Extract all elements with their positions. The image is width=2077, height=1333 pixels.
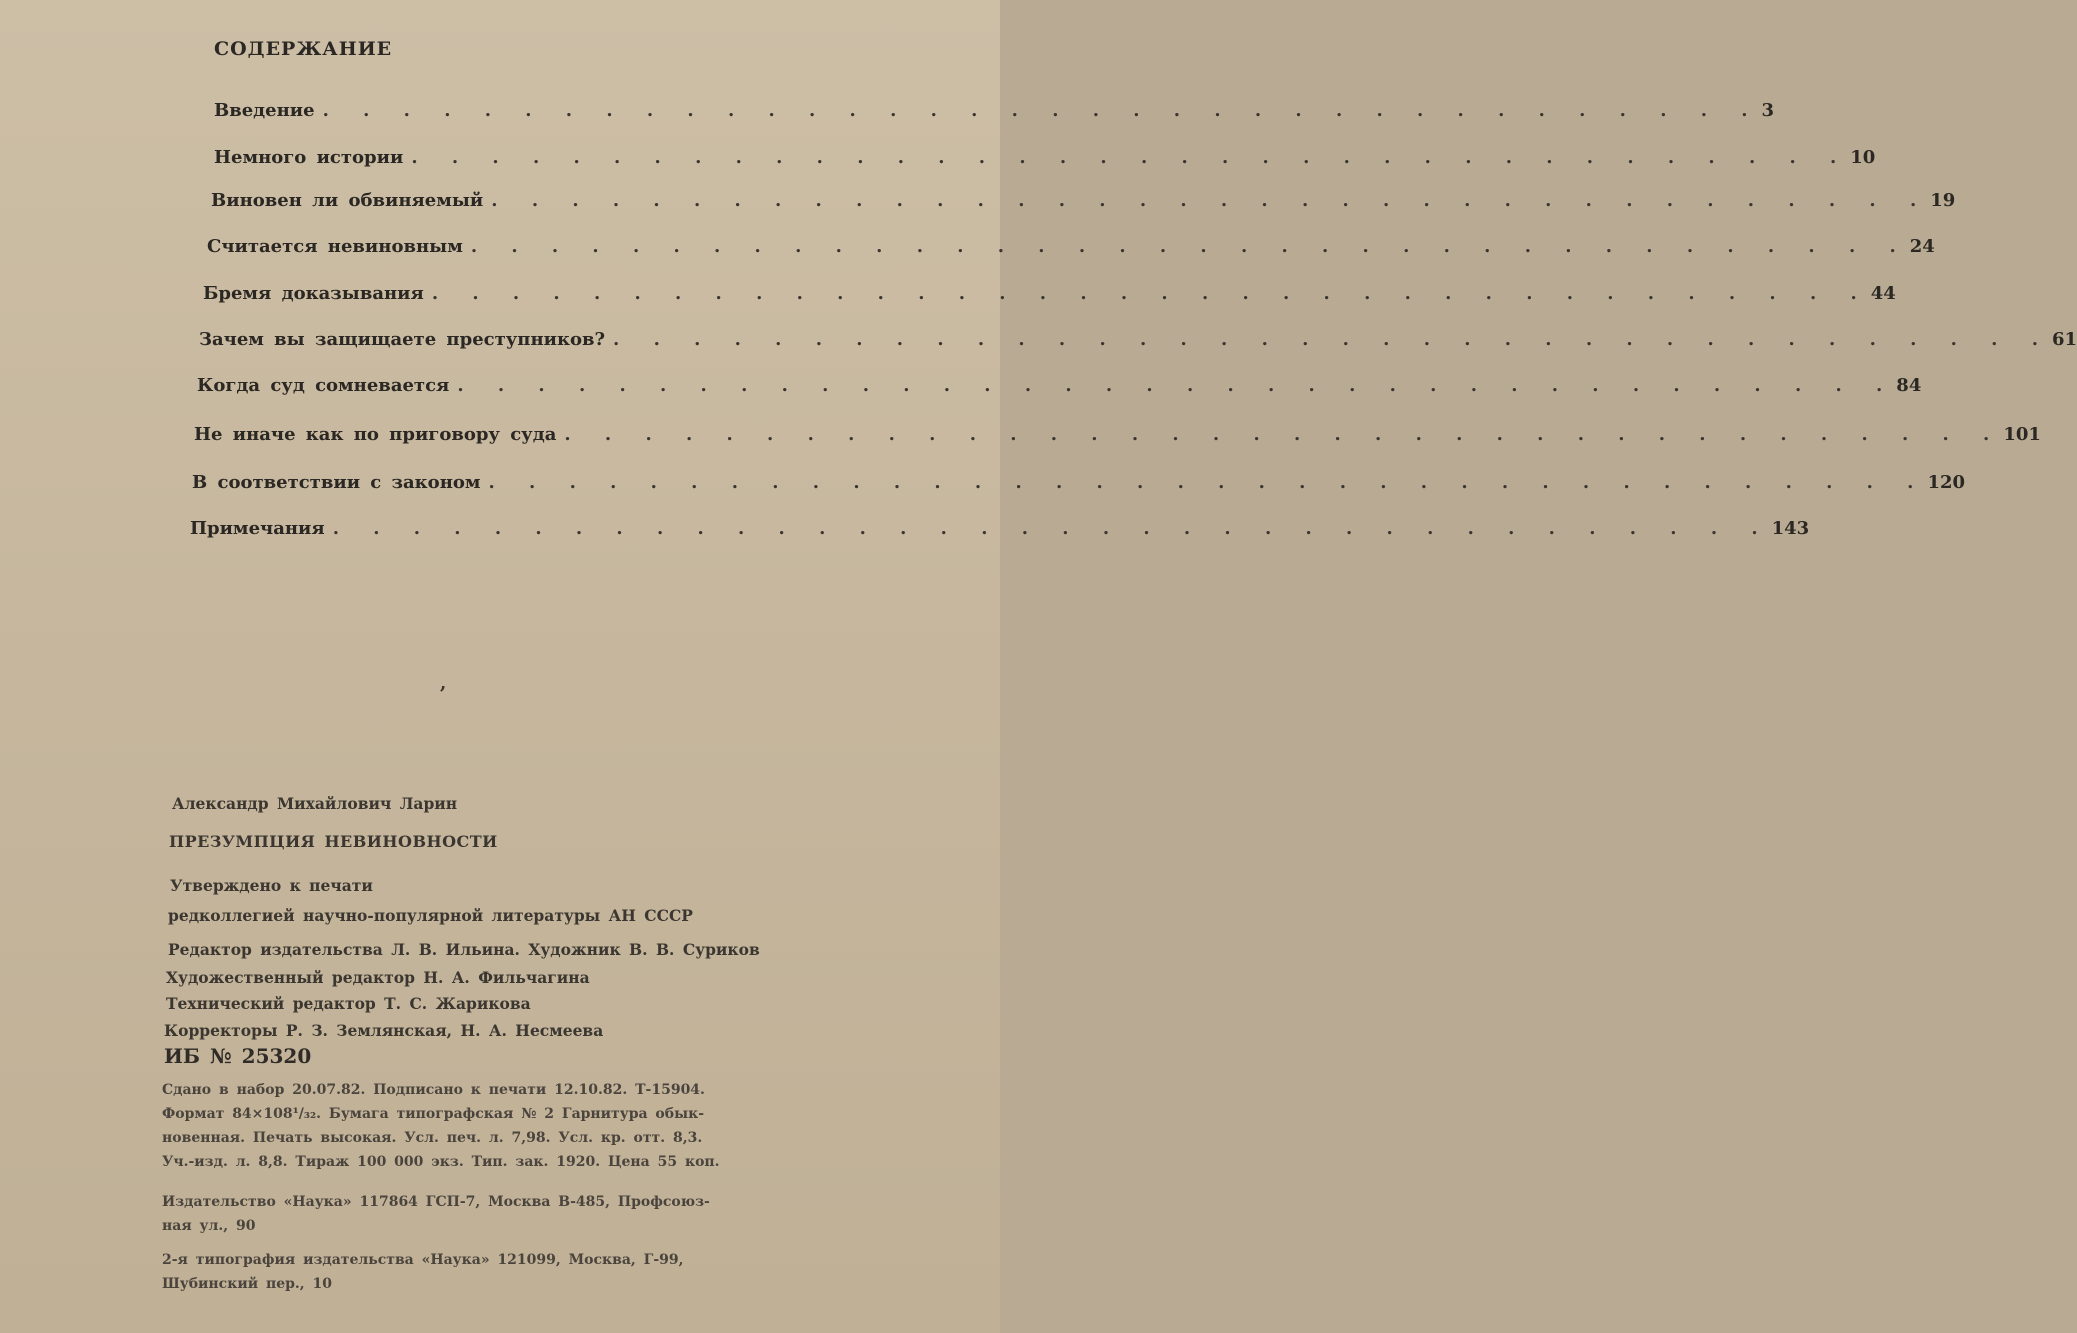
imprint-block — [0, 0, 1000, 1333]
editors-line: Художественный редактор Н. А. Фильчагина — [166, 968, 590, 987]
toc-entry-title: В соответствии с законом — [192, 472, 481, 493]
toc-entry-title: Примечания — [190, 518, 325, 539]
toc-entry-page: 143 — [1771, 518, 1810, 539]
toc-entry-page: 10 — [1850, 147, 1876, 168]
toc-leader-dots: . . . . . . . . . . . . . . . . . . . . . . . . . . . . . . . . . . . . — [322, 100, 1762, 121]
stray-mark: , — [440, 673, 447, 694]
toc-entry-title: Виновен ли обвиняемый — [211, 190, 484, 211]
publisher-line: ная ул., 90 — [162, 1218, 256, 1234]
toc-entry-page: 61 — [2051, 329, 2077, 350]
ib-number: ИБ № 25320 — [164, 1044, 312, 1068]
toc-leader-dots: . . . . . . . . . . . . . . . . . . . . . . . . . . . . . . . . . . . . — [332, 518, 1772, 539]
toc-entry-title: Немного истории — [214, 147, 404, 168]
toc-heading: СОДЕРЖАНИЕ — [214, 38, 393, 60]
toc-leader-dots: . . . . . . . . . . . . . . . . . . . . . . . . . . . . . . . . . . . . — [457, 375, 1897, 396]
approved-line: Утверждено к печати — [170, 876, 373, 895]
editors-line: Редактор издательства Л. В. Ильина. Художник В. В. Суриков — [168, 940, 760, 959]
toc-entry-page: 3 — [1761, 100, 1775, 121]
toc-entry-page: 84 — [1896, 375, 1922, 396]
toc-entry-page: 44 — [1870, 283, 1896, 304]
toc-leader-dots: . . . . . . . . . . . . . . . . . . . . . . . . . . . . . . . . . . . . — [491, 190, 1931, 211]
print-details-line: новенная. Печать высокая. Усл. печ. л. 7,98. Усл. кр. отт. 8,3. — [162, 1130, 703, 1146]
printer-line: Шубинский пер., 10 — [162, 1276, 333, 1292]
toc-entry-page: 24 — [1909, 236, 1935, 257]
toc-leader-dots: . . . . . . . . . . . . . . . . . . . . . . . . . . . . . . . . . . . . — [411, 147, 1851, 168]
toc-leader-dots: . . . . . . . . . . . . . . . . . . . . . . . . . . . . . . . . . . . . — [488, 472, 1928, 493]
toc-entry-page: 19 — [1930, 190, 1956, 211]
toc-entry-title: Введение — [214, 100, 315, 121]
printer-line: 2-я типография издательства «Наука» 121099, Москва, Г-99, — [162, 1252, 684, 1268]
toc-entry-title: Когда суд сомневается — [197, 375, 450, 396]
print-details-line: Уч.-изд. л. 8,8. Тираж 100 000 экз. Тип. зак. 1920. Цена 55 коп. — [162, 1154, 720, 1170]
toc-entry-title: Считается невиновным — [207, 236, 463, 257]
editors-line: Корректоры Р. З. Землянская, Н. А. Несмеева — [164, 1021, 604, 1040]
toc-entry-title: Зачем вы защищаете преступников? — [199, 329, 606, 350]
book-title: ПРЕЗУМПЦИЯ НЕВИНОВНОСТИ — [169, 832, 498, 851]
toc-entry-page: 120 — [1927, 472, 1966, 493]
toc-leader-dots: . . . . . . . . . . . . . . . . . . . . . . . . . . . . . . . . . . . . — [470, 236, 1910, 257]
toc-leader-dots: . . . . . . . . . . . . . . . . . . . . . . . . . . . . . . . . . . . . — [564, 424, 2004, 445]
print-details-line: Формат 84×108¹/₃₂. Бумага типографская № 2 Гарнитура обык- — [162, 1106, 705, 1122]
approved-line: редколлегией научно-популярной литературы АН СССР — [168, 906, 693, 925]
editors-line: Технический редактор Т. С. Жарикова — [166, 994, 531, 1013]
publisher-line: Издательство «Наука» 117864 ГСП-7, Москва В-485, Профсоюз- — [162, 1194, 710, 1210]
toc-leader-dots: . . . . . . . . . . . . . . . . . . . . . . . . . . . . . . . . . . . . — [431, 283, 1871, 304]
author-name: Александр Михайлович Ларин — [172, 794, 458, 813]
toc-entry-title: Бремя доказывания — [203, 283, 424, 304]
toc-entry-page: 101 — [2003, 424, 2041, 445]
toc-entry-title: Не иначе как по приговору суда — [194, 424, 557, 445]
print-details-line: Сдано в набор 20.07.82. Подписано к печати 12.10.82. Т-15904. — [162, 1082, 705, 1098]
toc-leader-dots: . . . . . . . . . . . . . . . . . . . . . . . . . . . . . . . . . . . . — [613, 329, 2052, 350]
